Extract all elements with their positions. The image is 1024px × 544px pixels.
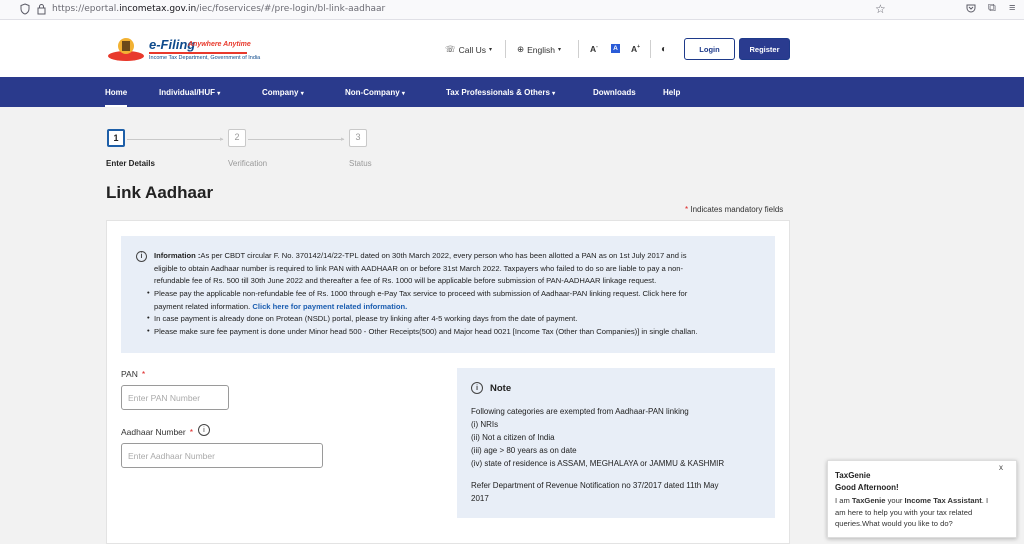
nav-tax-professionals-label: Tax Professionals & Others (446, 88, 550, 97)
note-refer-line-2: 2017 (471, 494, 489, 503)
lock-icon[interactable] (37, 3, 46, 18)
info-line-1-text: As per CBDT circular F. No. 370142/14/22-TPL dated on 30th March 2022, every person who has been allotted a PAN as on 1st July 2017 and is (200, 251, 687, 260)
note-refer-line-1: Refer Department of Revenue Notification no 37/2017 dated 11th May (471, 481, 719, 490)
font-increase-label: A (631, 44, 638, 54)
bullet-dot: • (147, 313, 150, 322)
chat-line-1-a: I am (835, 496, 852, 505)
language-dropdown[interactable] (517, 44, 561, 55)
logo-divider (149, 52, 247, 54)
bullet-dot: • (147, 288, 150, 297)
extensions-icon[interactable]: ⧉ (988, 2, 996, 14)
step-1: 1 (107, 129, 125, 147)
language-label: English (527, 44, 556, 55)
bookmark-star-icon[interactable]: ☆ (875, 2, 886, 16)
aadhaar-label (121, 427, 193, 437)
chevron-down-icon: ▾ (489, 47, 493, 53)
nav-non-company-label: Non-Company (345, 88, 400, 97)
url-prefix: https://eportal. (52, 4, 120, 14)
chevron-down-icon: ▾ (401, 91, 405, 97)
nav-downloads[interactable]: Downloads (593, 88, 636, 97)
main-nav (0, 77, 1024, 107)
pan-label (121, 369, 145, 379)
aadhaar-label-text: Aadhaar Number (121, 427, 186, 437)
globe-icon: ⊕ (517, 44, 525, 54)
font-decrease-label: A (590, 44, 597, 54)
step-connector (248, 139, 344, 140)
note-item: (i) NRIs (471, 420, 499, 429)
url-path: /iec/foservices/#/pre-login/bl-link-aadhaar (196, 4, 386, 14)
chevron-down-icon: ▾ (217, 91, 221, 97)
info-lead: Information : (154, 251, 201, 260)
phone-icon: ☏ (445, 44, 456, 54)
pan-input[interactable] (121, 385, 229, 410)
register-button[interactable]: Register (739, 38, 790, 60)
pan-label-text: PAN (121, 369, 138, 379)
info-paragraph (154, 250, 764, 288)
chat-assistant-name: TaxGenie (851, 496, 886, 505)
step-3-label: Status (349, 159, 372, 168)
step-2-label: Verification (228, 159, 268, 168)
mandatory-note-text: Indicates mandatory fields (690, 205, 784, 214)
info-icon: i (136, 251, 147, 262)
logo-subtitle: Income Tax Department, Government of India (149, 55, 261, 61)
payment-info-link[interactable]: Click here for payment related information. (252, 301, 408, 311)
info-icon: i (471, 382, 483, 394)
nav-help[interactable]: Help (663, 88, 681, 97)
shield-icon[interactable] (20, 3, 30, 18)
font-increase-button[interactable]: A+ (631, 44, 641, 54)
nav-company[interactable] (262, 88, 304, 97)
nav-home[interactable]: Home (105, 88, 128, 97)
nav-company-label: Company (262, 88, 299, 97)
address-bar[interactable] (52, 4, 385, 14)
chat-greeting: Good Afternoon! (835, 483, 899, 492)
note-item: (iv) state of residence is ASSAM, MEGHALAYA or JAMMU & KASHMIR (471, 459, 725, 468)
arrow-right-icon: ▸ (341, 136, 345, 143)
chevron-down-icon: ▾ (558, 47, 562, 53)
emblem-logo-icon[interactable] (107, 36, 145, 62)
login-button[interactable]: Login (684, 38, 735, 60)
note-item: (iii) age > 80 years as on date (471, 446, 577, 455)
chat-line-2: am here to help you with your tax related (835, 507, 973, 517)
site-header (0, 20, 1024, 77)
step-connector (127, 139, 223, 140)
note-item: (ii) Not a citizen of India (471, 433, 555, 442)
required-star: * (189, 427, 194, 437)
logo-title: e-Filing (149, 37, 196, 52)
chat-line-1-b: your (885, 496, 905, 505)
font-normal-button[interactable]: A (611, 44, 620, 53)
arrow-right-icon: ▸ (220, 136, 224, 143)
nav-individual-huf-label: Individual/HUF (159, 88, 215, 97)
divider (578, 40, 579, 58)
info-bullet-1 (154, 288, 764, 313)
chevron-down-icon: ▾ (300, 91, 304, 97)
chat-line-1 (835, 495, 1005, 507)
logo-tagline: Anywhere Anytime (188, 41, 251, 48)
step-2: 2 (228, 129, 246, 147)
call-us-dropdown[interactable] (445, 44, 492, 55)
info-bullet-1-line-2 (154, 301, 764, 314)
url-domain: incometax.gov.in (119, 4, 197, 14)
menu-icon[interactable]: ≡ (1009, 2, 1016, 14)
help-info-icon[interactable]: i (198, 424, 210, 436)
bullet-dot: • (147, 326, 150, 335)
nav-tax-professionals[interactable] (446, 88, 555, 97)
divider (650, 40, 651, 58)
info-line-2: eligible to obtain Aadhaar number is required to link PAN with AADHAAR on or before 31st March 2022. Taxpayers who failed to do so are liable to pay a non- (154, 263, 684, 273)
info-bullet-2: In case payment is already done on Protean (NSDL) portal, please try linking after 4-5 working days from the date of payment. (154, 314, 578, 323)
required-star: * (141, 369, 146, 379)
nav-non-company[interactable] (345, 88, 405, 97)
step-3: 3 (349, 129, 367, 147)
note-title: Note (490, 383, 512, 394)
aadhaar-input[interactable] (121, 443, 323, 468)
browser-toolbar (0, 0, 1024, 20)
chat-title: TaxGenie (835, 471, 871, 480)
page-title: Link Aadhaar (106, 183, 214, 202)
nav-individual-huf[interactable] (159, 88, 220, 97)
info-bullet-1-line-2-text: payment related information. (154, 301, 251, 311)
required-star: * (685, 205, 689, 214)
chat-line-3: queries.What would you like to do? (835, 519, 953, 528)
contrast-icon[interactable]: ◐ (661, 44, 668, 55)
divider (505, 40, 506, 58)
chat-message (835, 495, 1005, 530)
note-intro: Following categories are exempted from Aadhaar-PAN linking (471, 407, 689, 416)
font-decrease-button[interactable]: A- (590, 44, 598, 54)
chat-close-button[interactable]: x (999, 463, 1003, 472)
chat-assistant-role: Income Tax Assistant (904, 496, 982, 505)
info-bullet-1-line-1: Please pay the applicable non-refundable fee of Rs. 1000 through e-Pay Tax service to proceed with submission of Aadhaar-PAN linking request. Click here for (154, 289, 688, 298)
chevron-down-icon: ▾ (552, 91, 556, 97)
info-line-1 (154, 250, 764, 263)
info-line-3: refundable fee of Rs. 500 till 30th June 2022 and thereafter a fee of Rs. 1000 will be applicable before submission of PAN-AADHAAR linkage request. (154, 276, 657, 286)
pocket-icon[interactable] (966, 3, 976, 16)
chat-line-1-c: . I (981, 496, 989, 505)
mandatory-note (685, 205, 783, 214)
step-1-label: Enter Details (106, 159, 155, 168)
info-bullet-3: Please make sure fee payment is done under Minor head 500 - Other Receipts(500) and Major head 0021 [Income Tax (Other than Companies)] in single challan. (154, 327, 698, 336)
call-us-label: Call Us (458, 44, 487, 55)
